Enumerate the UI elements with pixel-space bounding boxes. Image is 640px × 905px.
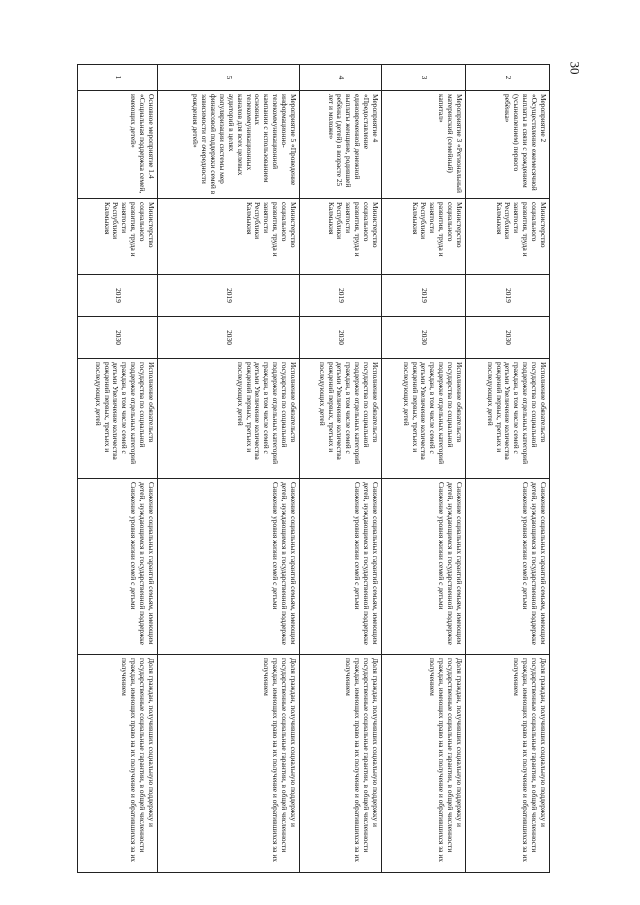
event-name-cell: Мероприятие 5 «Проведение информационно-телекоммуникационной кампании с использованием основных телекоммуникационных каналов для всех целевых аудиторий в целях популяризации системы мер финансовой поддержки семей в зависимости от очередности рождения детей» (158, 91, 300, 199)
table-row (300, 65, 382, 873)
page-number: 30 (567, 61, 583, 75)
executor-cell: Министерство социального развития, труда и занятости Республики Калмыкия (466, 199, 550, 275)
end-year-cell: 2030 (158, 317, 300, 359)
row-number-cell: 3 (382, 65, 466, 91)
row-number-cell: 5 (158, 65, 300, 91)
consequence-cell: Снижение социальных гарантий семьям, имеющим детей, нуждающимся в государственной поддержке Снижение уровня жизни семей с детьми (300, 479, 382, 655)
indicator-cell: Доля граждан, получивших социальную поддержку и государственные социальные гарантии, в общей численности граждан, имеющих право на их получение и обратившихся за их получением (158, 655, 300, 873)
expected-result-cell: Исполнение обязательств государства по социальной поддержке отдельных категорий граждан, в том числе семей с детьми Увеличение количества рождений первых, третьих и последующих детей (466, 359, 550, 479)
start-year-cell: 2019 (466, 275, 550, 317)
start-year-cell: 2019 (158, 275, 300, 317)
expected-result-cell: Исполнение обязательств государства по социальной поддержке отдельных категорий граждан, в том числе семей с детьми Увеличение количества рождений первых, третьих и последующих детей (300, 359, 382, 479)
row-number-cell: 4 (300, 65, 382, 91)
event-name-cell: Мероприятие 3 «Региональный материнский (семейный) капитал» (382, 91, 466, 199)
executor-cell: Министерство социального развития, труда и занятости Республики Калмыкия (158, 199, 300, 275)
indicator-cell: Доля граждан, получивших социальную поддержку и государственные социальные гарантии, в общей численности граждан, имеющих право на их получение и обратившихся за их получением (300, 655, 382, 873)
event-name-cell: Мероприятие 4 «Предоставление единовременной денежной выплаты женщине, родившей ребёнка (детей) в возрасте 25 лет и моложе» (300, 91, 382, 199)
table-row (158, 65, 300, 873)
executor-cell: Министерство социального развития, труда и занятости Республики Калмыкия (300, 199, 382, 275)
row-number-cell: 1 (78, 65, 158, 91)
event-name-cell: Мероприятие 2 «Осуществление ежемесячной выплаты в связи с рождением (усыновлением) первого ребёнка» (466, 91, 550, 199)
table-row (466, 65, 550, 873)
event-name-cell: Основное мероприятие 1.4 «Социальная поддержка семей, имеющих детей» (78, 91, 158, 199)
executor-cell: Министерство социального развития, труда и занятости Республики Калмыкия (382, 199, 466, 275)
end-year-cell: 2030 (78, 317, 158, 359)
indicator-cell: Доля граждан, получивших социальную поддержку и государственные социальные гарантии, в общей численности граждан, имеющих право на их получение и обратившихся за их получением (78, 655, 158, 873)
program-events-table (77, 64, 550, 873)
consequence-cell: Снижение социальных гарантий семьям, имеющим детей, нуждающимся в государственной поддержке Снижение уровня жизни семей с детьми (78, 479, 158, 655)
indicator-cell: Доля граждан, получивших социальную поддержку и государственные социальные гарантии, в общей численности граждан, имеющих право на их получение и обратившихся за их получением (466, 655, 550, 873)
start-year-cell: 2019 (300, 275, 382, 317)
consequence-cell: Снижение социальных гарантий семьям, имеющим детей, нуждающимся в государственной поддержке Снижение уровня жизни семей с детьми (466, 479, 550, 655)
indicator-cell: Доля граждан, получивших социальную поддержку и государственные социальные гарантии, в общей численности граждан, имеющих право на их получение и обратившихся за их получением (382, 655, 466, 873)
row-number-cell: 2 (466, 65, 550, 91)
rotated-table-container (78, 64, 550, 872)
table-row (382, 65, 466, 873)
start-year-cell: 2019 (382, 275, 466, 317)
expected-result-cell: Исполнение обязательств государства по социальной поддержке отдельных категорий граждан, в том числе семей с детьми Увеличение количества рождений первых, третьих и последующих детей (78, 359, 158, 479)
start-year-cell: 2019 (78, 275, 158, 317)
expected-result-cell: Исполнение обязательств государства по социальной поддержке отдельных категорий граждан, в том числе семей с детьми Увеличение количества рождений первых, третьих и последующих детей (158, 359, 300, 479)
expected-result-cell: Исполнение обязательств государства по социальной поддержке отдельных категорий граждан, в том числе семей с детьми Увеличение количества рождений первых, третьих и последующих детей (382, 359, 466, 479)
end-year-cell: 2030 (300, 317, 382, 359)
end-year-cell: 2030 (466, 317, 550, 359)
consequence-cell: Снижение социальных гарантий семьям, имеющим детей, нуждающимся в государственной поддержке Снижение уровня жизни семей с детьми (158, 479, 300, 655)
executor-cell: Министерство социального развития, труда и занятости Республики Калмыкия (78, 199, 158, 275)
table-row (78, 65, 158, 873)
end-year-cell: 2030 (382, 317, 466, 359)
consequence-cell: Снижение социальных гарантий семьям, имеющим детей, нуждающимся в государственной поддержке Снижение уровня жизни семей с детьми (382, 479, 466, 655)
